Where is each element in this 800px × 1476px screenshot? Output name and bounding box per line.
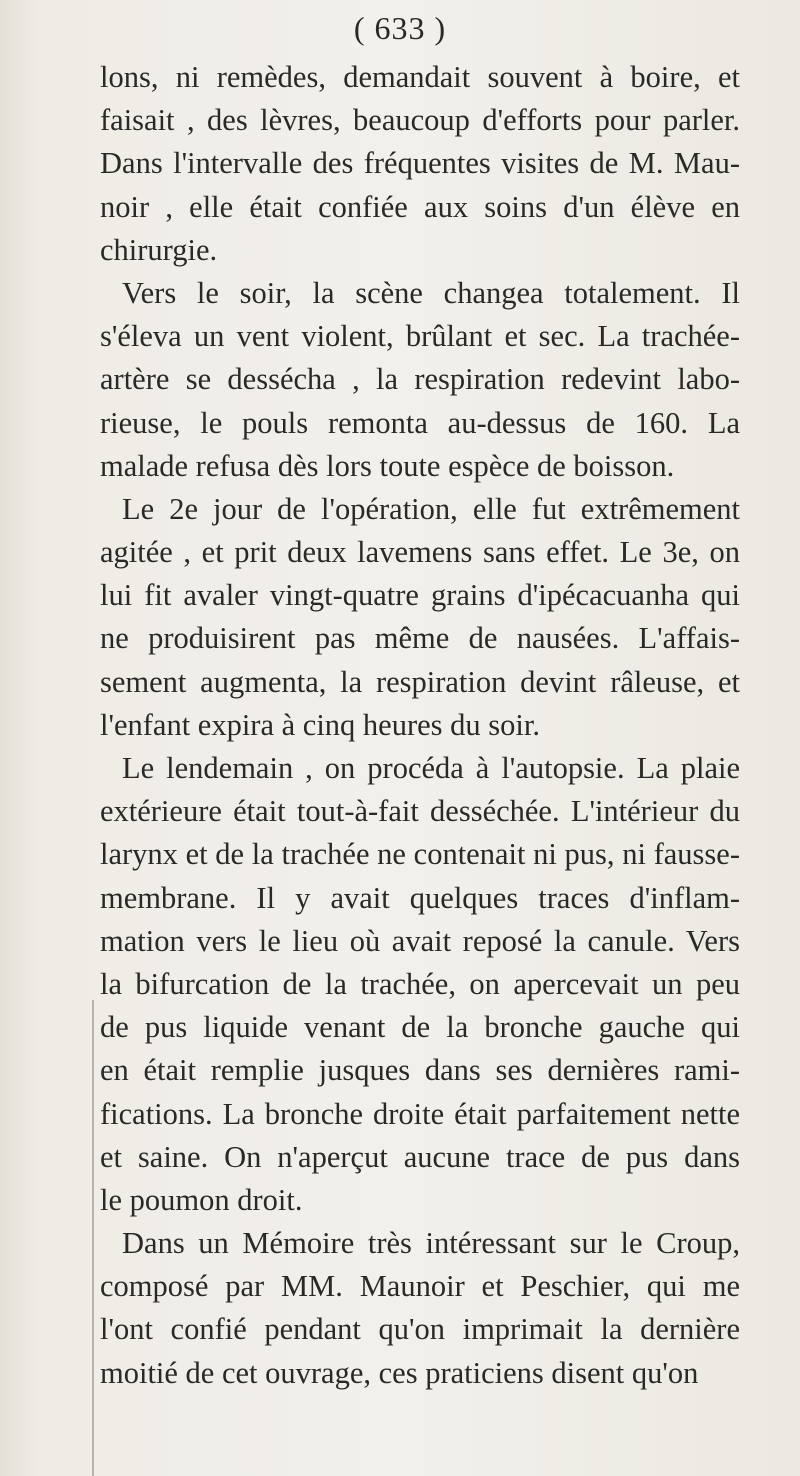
text-line: membrane. Il y avait quelques traces d'inflam- [100, 880, 740, 915]
text-line: s'éleva un vent violent, brûlant et sec. La trachée- [100, 319, 740, 354]
text-line: Vers le soir, la scène changea totalement. Il [122, 275, 740, 310]
text-line: artère se dessécha , la respiration redevint labo- [100, 362, 740, 397]
text-line: extérieure était tout-à-fait desséchée. L'intérieur du [100, 794, 740, 829]
text-line: Dans l'intervalle des fréquentes visites de M. Mau- [100, 146, 740, 181]
text-line: Dans un Mémoire très intéressant sur le Croup, [122, 1226, 740, 1261]
text-line: le poumon droit. [100, 1182, 303, 1217]
text-line: sement augmenta, la respiration devint râleuse, et [100, 664, 740, 699]
text-line: rieuse, le pouls remonta au-dessus de 160. La [100, 405, 740, 440]
text-line: noir , elle était confiée aux soins d'un élève en [100, 189, 740, 224]
text-line: faisait , des lèvres, beaucoup d'efforts pour parler. [100, 103, 740, 138]
text-line: malade refusa dès lors toute espèce de boisson. [100, 448, 675, 483]
binding-mark [92, 1000, 94, 1476]
text-line: la bifurcation de la trachée, on apercevait un peu [100, 966, 740, 1001]
text-line: agitée , et prit deux lavemens sans effet. Le 3e, on [100, 535, 740, 570]
text-line: Le 2e jour de l'opération, elle fut extrêmement [122, 491, 740, 526]
text-line: chirurgie. [100, 232, 218, 267]
text-line: en était remplie jusques dans ses dernières rami- [100, 1053, 740, 1088]
text-line: larynx et de la trachée ne contenait ni pus, ni fausse- [100, 837, 740, 872]
text-line: Le lendemain , on procéda à l'autopsie. La plaie [122, 751, 740, 785]
text-line: et saine. On n'aperçut aucune trace de pus dans [100, 1139, 740, 1174]
text-line: fications. La bronche droite était parfaitement nette [100, 1096, 740, 1131]
text-line: mation vers le lieu où avait reposé la canule. Vers [100, 923, 740, 958]
text-line: lons, ni remèdes, demandait souvent à boire, et [100, 60, 740, 94]
body-text [100, 56, 740, 1395]
text-line: de pus liquide venant de la bronche gauche qui [100, 1010, 740, 1045]
text-line: l'enfant expira à cinq heures du soir. [100, 707, 540, 742]
text-line: moitié de cet ouvrage, ces praticiens disent qu'on [100, 1355, 699, 1390]
text-line: l'ont confié pendant qu'on imprimait la dernière [100, 1312, 740, 1347]
text-line: ne produisirent pas même de nausées. L'affais- [100, 621, 740, 656]
page-number: ( 633 ) [353, 10, 447, 46]
text-line: lui fit avaler vingt-quatre grains d'ipécacuanha qui [100, 578, 740, 613]
text-line: composé par MM. Maunoir et Peschier, qui me [100, 1269, 740, 1304]
